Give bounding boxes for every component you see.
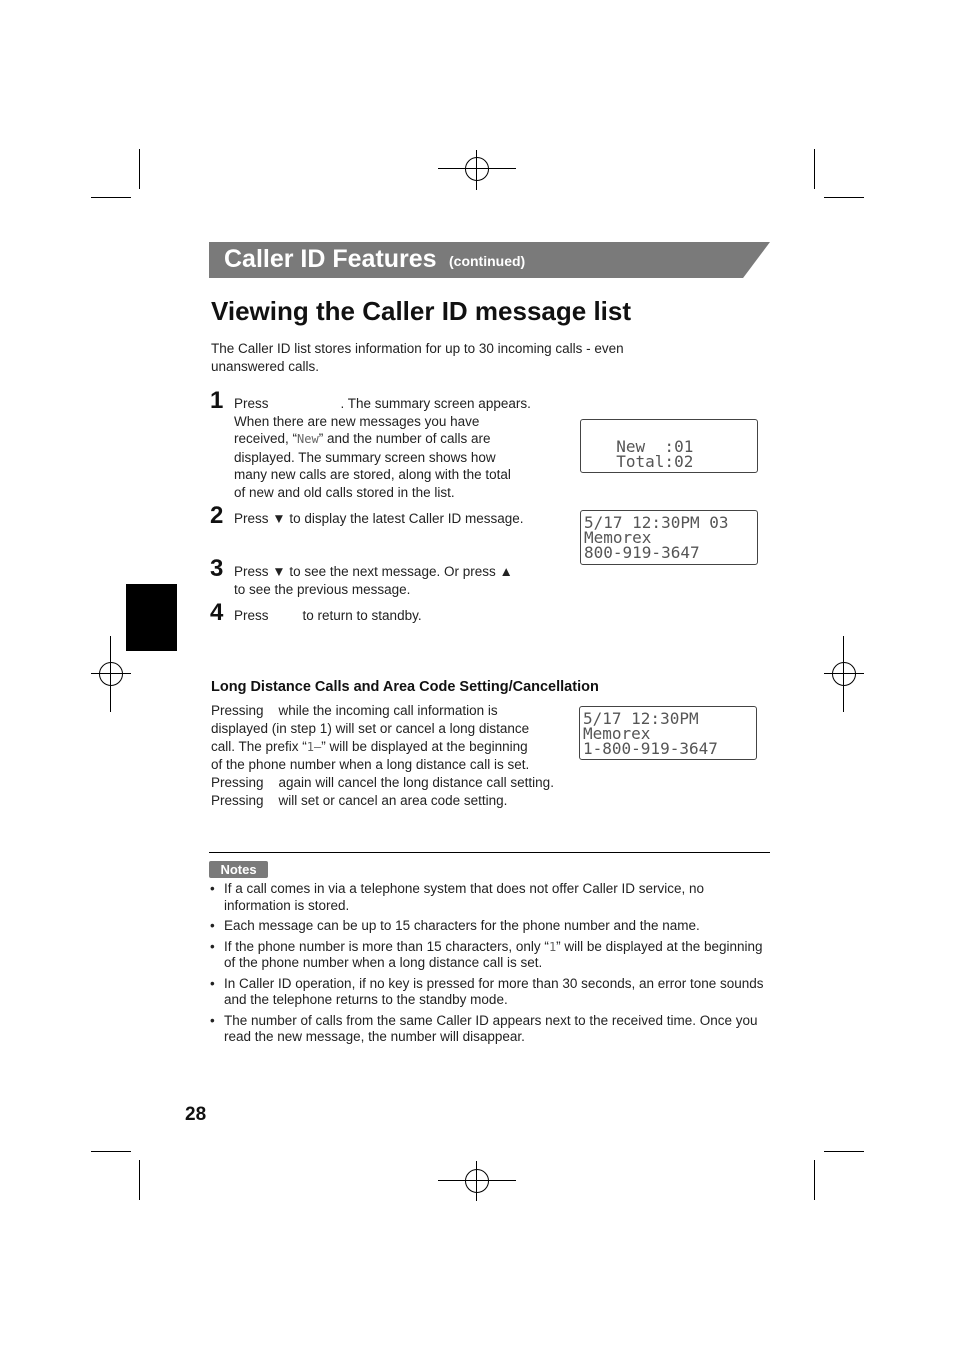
section-tab (126, 584, 177, 651)
crop-mark (91, 1151, 131, 1152)
crop-mark (814, 1160, 815, 1200)
divider (209, 852, 770, 853)
long-distance-paragraph: Pressing while the incoming call information is displayed (in step 1) will set or cancel a long distance call. The prefix “1–” will be displayed at the beginning of the phone number when a long distance call is set. Pressing again will cancel the long distance call setting. Pressing will set or cancel an area code setting. (211, 703, 554, 808)
note-item: • Each message can be up to 15 characters for the phone number and the name. (210, 918, 770, 935)
crop-mark (139, 1160, 140, 1200)
notes-label: Notes (209, 861, 268, 878)
crop-mark (91, 197, 131, 198)
step-number: 4 (210, 599, 224, 626)
step-2-text: Press ▼ to display the latest Caller ID message. (234, 511, 524, 526)
note-item: • If the phone number is more than 15 characters, only “1” will be displayed at the beginning of the phone number when a long distance call is set. (210, 939, 770, 972)
crop-mark (139, 149, 140, 189)
lcd-message-screen: 5/17 12:30PM 03 Memorex 800-919-3647 (580, 510, 758, 565)
note-item: • If a call comes in via a telephone system that does not offer Caller ID service, no information is stored. (210, 881, 770, 914)
intro-paragraph: The Caller ID list stores information for up to 30 incoming calls - even unanswered calls. (211, 341, 624, 374)
note-item: • The number of calls from the same Caller ID appears next to the received time. Once you read the new message, the number will disappear. (210, 1013, 770, 1046)
crop-mark (824, 197, 864, 198)
notes-list (210, 881, 770, 1050)
step-1-text: Press . The summary screen appears. When there are new messages you have received, “New” and the number of calls are displayed. The summary screen shows how many new calls are stored, along with the total of new and old calls stored in the list. (234, 396, 531, 500)
page-number: 28 (185, 1104, 207, 1125)
step-number: 3 (210, 555, 224, 582)
section-title: Caller ID Features (224, 245, 437, 273)
long-distance-heading: Long Distance Calls and Area Code Setting/Cancellation (211, 679, 599, 695)
step-4-text: Press to return to standby. (234, 608, 422, 623)
lcd-long-distance-screen: 5/17 12:30PM Memorex 1-800-919-3647 (579, 706, 757, 760)
section-subtitle: (continued) (449, 253, 526, 269)
lcd-summary-screen: New :01 Total:02 (580, 419, 758, 473)
step-3-text: Press ▼ to see the next message. Or press ▲ to see the previous message. (234, 564, 513, 597)
crop-mark (824, 1151, 864, 1152)
page-title: Viewing the Caller ID message list (211, 296, 632, 326)
note-item: • In Caller ID operation, if no key is pressed for more than 30 seconds, an error tone sounds and the telephone returns to the standby mode. (210, 976, 770, 1009)
step-number: 2 (210, 502, 224, 529)
crop-mark (814, 149, 815, 189)
step-number: 1 (210, 387, 224, 414)
